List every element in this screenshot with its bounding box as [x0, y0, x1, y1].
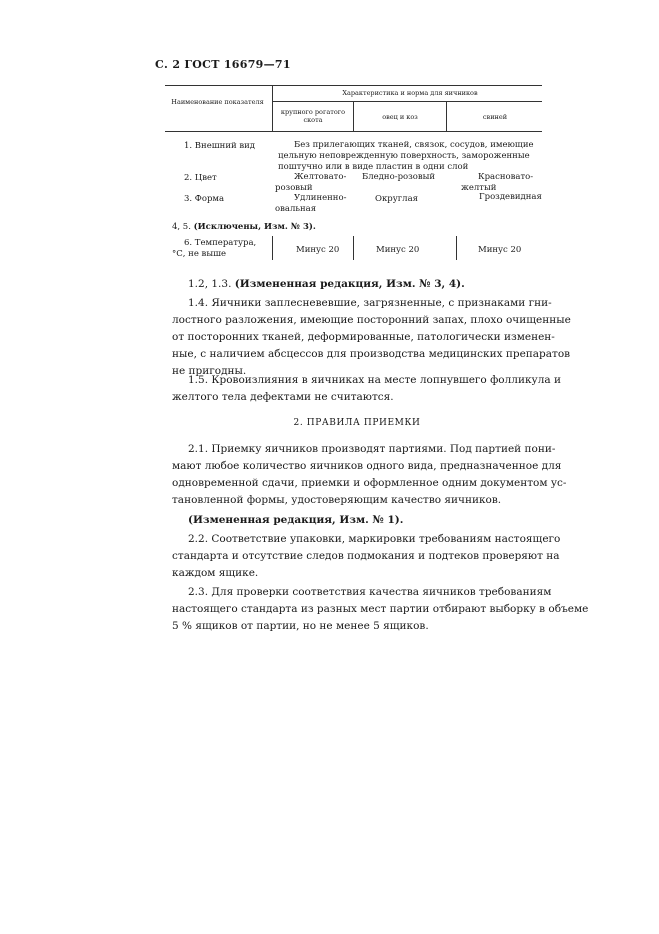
table-top-rule — [165, 85, 542, 86]
table-subhead-rule — [272, 101, 542, 102]
clause-2-1-line-3: одновременной сдачи, приемки и оформленное одним документом ус- — [172, 477, 567, 489]
clause-1-4-line-4: ные, с наличием абсцессов для производства медицинских препаратов — [172, 348, 571, 360]
row-temperature-name-1: 6. Температура, — [184, 238, 257, 248]
clause-2-3-line-2: настоящего стандарта из разных мест партии отбирают выборку в объеме — [172, 603, 589, 615]
clause-2-2-line-1: 2.2. Соответствие упаковки, маркировки требованиям настоящего — [188, 533, 561, 545]
row-color-name: 2. Цвет — [184, 173, 217, 183]
row-appearance-text-2: цельную неповрежденную поверхность, замороженные — [278, 151, 530, 161]
clause-1-5-line-2: желтого тела дефектами не считаются. — [172, 391, 394, 403]
row-shape-sheep: Округлая — [375, 194, 419, 204]
clause-2-3-line-3: 5 % ящиков от партии, но не менее 5 ящиков. — [172, 620, 429, 632]
row-temperature-pigs: Минус 20 — [478, 245, 522, 255]
row6-divider-1 — [272, 236, 273, 260]
clause-2-3-line-1: 2.3. Для проверки соответствия качества яичников требованиям — [188, 586, 552, 598]
note-1-2-1-3: 1.2, 1.3. (Измененная редакция, Изм. № 3, 4). — [188, 278, 465, 290]
row-shape-pigs: Гроздевидная — [479, 192, 542, 202]
clause-2-1-line-4: тановленной формы, удостоверяющим качество яичников. — [172, 494, 502, 506]
clause-2-1-line-1: 2.1. Приемку яичников производят партиями. Под партией пони- — [188, 443, 556, 455]
table-head-cattle: крупного рогатого скота — [280, 108, 346, 124]
clause-2-1-revision: (Измененная редакция, Изм. № 1). — [188, 514, 404, 526]
row-excluded: 4, 5. (Исключены, Изм. № 3). — [172, 222, 316, 232]
row-appearance-name: 1. Внешний вид — [184, 141, 256, 151]
clause-1-4-line-5: не пригодны. — [172, 365, 247, 377]
row-color-sheep: Бледно-розовый — [362, 172, 436, 182]
row6-divider-2 — [353, 236, 354, 260]
clause-1-4-line-2: лостного разложения, имеющие посторонний запах, плохо очищенные — [172, 314, 571, 326]
row-temperature-name-2: °С, не выше — [172, 249, 227, 259]
table-head-indicator: Наименование показателя — [171, 98, 264, 106]
table-head-group: Характеристика и норма для яичников — [342, 89, 478, 97]
row-appearance-text-3: поштучно или в виде пластин в одни слой — [278, 162, 469, 172]
row-appearance-text-1: Без прилегающих тканей, связок, сосудов, имеющие — [294, 140, 534, 150]
clause-1-4-line-3: от посторонних тканей, деформированные, патологически изменен- — [172, 331, 555, 343]
row6-divider-3 — [456, 236, 457, 260]
row-temperature-sheep: Минус 20 — [376, 245, 420, 255]
clause-2-2-line-3: каждом ящике. — [172, 567, 259, 579]
table-head-pigs: свиней — [482, 113, 508, 121]
table-col-divider-3 — [446, 101, 447, 131]
page-header: С. 2 ГОСТ 16679—71 — [155, 58, 291, 71]
clause-1-5-line-1: 1.5. Кровоизлияния в яичниках на месте лопнувшего фолликула и — [188, 374, 561, 386]
table-col-divider-2 — [353, 101, 354, 131]
row-color-pigs-2: желтый — [461, 183, 497, 193]
row-color-cattle-1: Желтовато- — [294, 172, 347, 182]
table-col-divider-1 — [272, 85, 273, 131]
table-head-bottom-rule — [165, 131, 542, 132]
row-shape-cattle-2: овальная — [275, 204, 317, 214]
clause-2-2-line-2: стандарта и отсутствие следов подмокания и подтеков проверяют на — [172, 550, 560, 562]
row-color-pigs-1: Красновато- — [478, 172, 534, 182]
row-color-cattle-2: розовый — [275, 183, 313, 193]
section-2-title: 2. ПРАВИЛА ПРИЕМКИ — [293, 418, 421, 428]
revision-note: (Измененная редакция, Изм. № 3, 4). — [234, 278, 465, 290]
row-temperature-cattle: Минус 20 — [296, 245, 340, 255]
row-shape-name: 3. Форма — [184, 194, 225, 204]
clause-2-1-line-2: мают любое количество яичников одного вида, предназначенное для — [172, 460, 562, 472]
excluded-note: (Исключены, Изм. № 3). — [193, 222, 316, 232]
clause-1-4-line-1: 1.4. Яичники заплесневевшие, загрязненные, с признаками гни- — [188, 297, 552, 309]
table-head-sheep: овец и коз — [382, 113, 418, 121]
row-shape-cattle-1: Удлиненно- — [294, 193, 347, 203]
